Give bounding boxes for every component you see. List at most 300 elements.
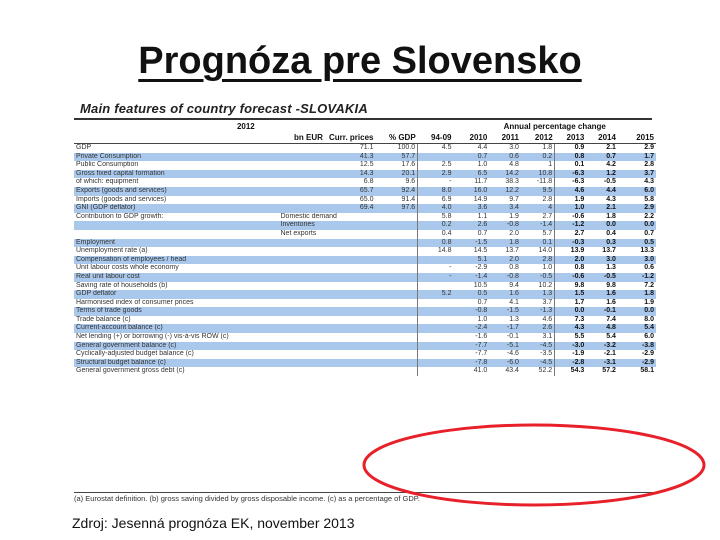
row-label: General government balance (c) [74,342,279,351]
cell-value: 0.0 [586,221,618,230]
header-row-years [74,121,656,132]
cell-value: 3.0 [489,144,521,153]
cell-value: -2.9 [618,359,656,368]
cell-value: 2.9 [418,170,454,179]
cell-value: 7.3 [555,316,587,325]
cell-value: -2.8 [555,359,587,368]
cell-value: 0.2 [418,221,454,230]
cell-value [279,316,325,325]
cell-value: -7.7 [454,350,490,359]
cell-value [418,299,454,308]
cell-value: 2.2 [618,213,656,222]
cell-value: 3.7 [618,170,656,179]
cell-value: 0.5 [618,239,656,248]
cell-value: 65.7 [325,187,376,196]
table-row [74,282,656,291]
cell-value: - [418,264,454,273]
forecast-table [74,121,656,376]
cell-value: -7.8 [454,359,490,368]
cell-value: 38.3 [489,178,521,187]
cell-value: 2.8 [618,161,656,170]
cell-value: 13.9 [555,247,587,256]
cell-value: 10.2 [521,282,555,291]
cell-value: -2.9 [454,264,490,273]
table-row [74,178,656,187]
cell-value: 52.2 [521,367,555,376]
table-row [74,144,656,153]
cell-value [279,178,325,187]
cell-value: 0.1 [521,239,555,248]
cell-value: 2.6 [454,221,490,230]
cell-value: 0.1 [555,161,587,170]
cell-value: 1.8 [586,213,618,222]
cell-value [279,161,325,170]
cell-value: -7.7 [454,342,490,351]
cell-value: 6.9 [418,196,454,205]
cell-value: 2.7 [555,230,587,239]
cell-value: 5.4 [586,333,618,342]
cell-value: 0.0 [618,221,656,230]
cell-value [325,324,376,333]
cell-value [325,247,376,256]
cell-value: 0.8 [418,239,454,248]
cell-value: 41.0 [454,367,490,376]
cell-value: 4.6 [521,316,555,325]
row-label: Real unit labour cost [74,273,279,282]
column-header: 94-09 [418,132,454,144]
cell-value [418,153,454,162]
cell-value: 12.5 [325,161,376,170]
cell-value: 4.0 [418,204,454,213]
header-year-2012: 2012 [236,122,255,131]
row-label: GNI (GDP deflator) [74,204,279,213]
cell-value [279,342,325,351]
row-label: Private Consumption [74,153,279,162]
cell-value: -0.5 [521,273,555,282]
cell-value [375,247,417,256]
cell-value: 2.7 [521,213,555,222]
row-label: General government gross debt (c) [74,367,279,376]
cell-value: 4.6 [555,187,587,196]
header-annual-change: Annual percentage change [503,122,606,131]
cell-value: 2.0 [489,256,521,265]
table-row [74,170,656,179]
column-header: 2013 [555,132,587,144]
row-label: Net lending (+) or borrowing (-) vis-à-vis ROW (c) [74,333,279,342]
cell-value: 13.3 [618,247,656,256]
row-label: Current-account balance (c) [74,324,279,333]
source-note: Zdroj: Jesenná prognóza EK, november 2013 [72,515,355,531]
table-row [74,367,656,376]
cell-value [375,342,417,351]
cell-value: 1.1 [454,213,490,222]
cell-value: 3.6 [454,204,490,213]
cell-value [418,316,454,325]
cell-value [279,282,325,291]
cell-value: 2.9 [618,204,656,213]
cell-value: 4.5 [418,144,454,153]
cell-value [375,367,417,376]
cell-value [325,350,376,359]
row-label: Terms of trade goods [74,307,279,316]
row-sublabel: Net exports [279,230,418,239]
cell-value: -0.5 [586,178,618,187]
table-row [74,359,656,368]
cell-value [279,144,325,153]
cell-value: 1.8 [521,144,555,153]
cell-value: 2.1 [586,144,618,153]
cell-value: 1.3 [586,264,618,273]
cell-value: 0.8 [555,264,587,273]
cell-value: -4.6 [489,350,521,359]
cell-value [375,359,417,368]
cell-value: 14.2 [489,170,521,179]
cell-value [279,307,325,316]
table-row [74,264,656,273]
cell-value: 9.4 [489,282,521,291]
cell-value: 5.1 [454,256,490,265]
cell-value: -0.8 [489,221,521,230]
cell-value: -2.1 [586,350,618,359]
cell-value [418,256,454,265]
cell-value: 16.0 [454,187,490,196]
table-row [74,204,656,213]
cell-value: 0.8 [489,264,521,273]
cell-value: 58.1 [618,367,656,376]
cell-value: 7.4 [586,316,618,325]
column-header: bn EUR [279,132,325,144]
cell-value [279,290,325,299]
slide-title: Prognóza pre Slovensko [138,40,582,82]
cell-value [279,256,325,265]
cell-value: 5.8 [418,213,454,222]
cell-value: -1.7 [489,324,521,333]
cell-value: 4.4 [586,187,618,196]
cell-value: 8.0 [418,187,454,196]
cell-value: 10.5 [454,282,490,291]
cell-value [375,299,417,308]
cell-value: 13.7 [586,247,618,256]
cell-value: 1.9 [489,213,521,222]
table-row [74,221,656,230]
cell-value [279,350,325,359]
cell-value [375,290,417,299]
cell-value: -1.9 [555,350,587,359]
cell-value [418,307,454,316]
cell-value: - [418,273,454,282]
table-row [74,247,656,256]
row-label: Public Consumption [74,161,279,170]
cell-value: 1.6 [586,299,618,308]
row-label: Trade balance (c) [74,316,279,325]
cell-value: 4.4 [454,144,490,153]
cell-value [418,282,454,291]
cell-value [279,359,325,368]
table-row [74,342,656,351]
cell-value: 0.6 [618,264,656,273]
cell-value: 1.0 [454,316,490,325]
table-row [74,299,656,308]
cell-value: 6.0 [618,333,656,342]
cell-value: 6.0 [618,187,656,196]
cell-value: -1.4 [454,273,490,282]
cell-value [279,196,325,205]
cell-value [325,342,376,351]
cell-value [375,316,417,325]
cell-value: 8.0 [618,316,656,325]
row-label: Employment [74,239,279,248]
cell-value: -0.6 [555,213,587,222]
cell-value: 91.4 [375,196,417,205]
cell-value: 2.0 [489,230,521,239]
cell-value: 3.4 [489,204,521,213]
cell-value [325,264,376,273]
table-row [74,307,656,316]
cell-value: 69.4 [325,204,376,213]
cell-value: 11.7 [454,178,490,187]
cell-value: 1.6 [586,290,618,299]
table-row [74,273,656,282]
cell-value: 4.1 [489,299,521,308]
cell-value: 1.0 [555,204,587,213]
cell-value [325,290,376,299]
cell-value: 2.8 [521,256,555,265]
cell-value [325,256,376,265]
cell-value [375,307,417,316]
cell-value: 1.2 [586,170,618,179]
row-label: Cyclically-adjusted budget balance (c) [74,350,279,359]
cell-value: 2.5 [418,161,454,170]
cell-value [375,239,417,248]
cell-value: -0.5 [586,273,618,282]
cell-value [418,367,454,376]
cell-value [325,282,376,291]
cell-value [279,187,325,196]
cell-value: 0.4 [586,230,618,239]
cell-value: 5.7 [521,230,555,239]
cell-value: 0.7 [454,299,490,308]
cell-value [279,333,325,342]
table-footnote: (a) Eurostat definition. (b) gross saving divided by gross disposable income. (c) as a percentage of GDP. [74,492,656,503]
cell-value: 0.5 [454,290,490,299]
cell-value: -2.9 [618,350,656,359]
cell-value [279,204,325,213]
row-sublabel: Inventories [279,221,418,230]
cell-value: -0.1 [586,307,618,316]
cell-value: 3.0 [586,256,618,265]
cell-value: 1.8 [489,239,521,248]
table-row [74,324,656,333]
cell-value [418,342,454,351]
cell-value: - [418,178,454,187]
cell-value: 1.6 [489,290,521,299]
cell-value: 2.8 [521,196,555,205]
cell-value: 43.4 [489,367,521,376]
cell-value: 100.0 [375,144,417,153]
cell-value [375,324,417,333]
cell-value: 10.8 [521,170,555,179]
cell-value: 0.7 [618,230,656,239]
row-label: Compensation of employees / head [74,256,279,265]
cell-value [279,367,325,376]
cell-value: 0.2 [521,153,555,162]
cell-value [375,256,417,265]
cell-value [325,367,376,376]
cell-value: 92.4 [375,187,417,196]
cell-value [375,333,417,342]
header-row-columns [74,132,656,144]
cell-value: 2.0 [555,256,587,265]
column-header: Curr. prices [325,132,376,144]
cell-value: -2.4 [454,324,490,333]
cell-value: -11.8 [521,178,555,187]
cell-value: -1.2 [618,273,656,282]
cell-value: -1.5 [454,239,490,248]
row-label: Unit labour costs whole economy [74,264,279,273]
cell-value: -6.0 [489,359,521,368]
table-row [74,196,656,205]
cell-value: 4.3 [618,178,656,187]
cell-value: -1.2 [555,221,587,230]
cell-value: 4.3 [555,324,587,333]
cell-value [325,299,376,308]
table-row [74,350,656,359]
table-row [74,153,656,162]
cell-value: -5.1 [489,342,521,351]
cell-value: 1.9 [618,299,656,308]
column-header [74,132,279,144]
cell-value [418,324,454,333]
cell-value: 1.3 [489,316,521,325]
cell-value: -3.8 [618,342,656,351]
cell-value: 3.7 [521,299,555,308]
cell-value: 14.8 [418,247,454,256]
cell-value: 0.8 [555,153,587,162]
cell-value: 0.3 [586,239,618,248]
table-body [74,144,656,377]
highlight-ellipse [360,422,708,508]
table-row [74,239,656,248]
cell-value: -0.8 [454,307,490,316]
cell-value [325,359,376,368]
cell-value: 9.8 [555,282,587,291]
cell-value: 57.7 [375,153,417,162]
cell-value: 5.4 [618,324,656,333]
cell-value: -1.5 [489,307,521,316]
row-label: Harmonised index of consumer prices [74,299,279,308]
cell-value: 0.4 [418,230,454,239]
row-label: GDP [74,144,279,153]
table-row [74,213,656,222]
heading-rule [74,118,652,120]
cell-value: 4.2 [586,161,618,170]
cell-value: 5.2 [418,290,454,299]
cell-value [325,239,376,248]
cell-value: -4.5 [521,359,555,368]
cell-value: 5.5 [555,333,587,342]
cell-value [375,264,417,273]
cell-value: 2.9 [618,144,656,153]
row-label [74,221,279,230]
cell-value: 65.0 [325,196,376,205]
row-sublabel: Domestic demand [279,213,418,222]
cell-value: 4.8 [489,161,521,170]
cell-value: -3.0 [555,342,587,351]
cell-value: 0.6 [489,153,521,162]
cell-value: -6.3 [555,170,587,179]
row-label: GDP deflator [74,290,279,299]
cell-value: 4.3 [586,196,618,205]
cell-value: 12.2 [489,187,521,196]
cell-value: 3.0 [618,256,656,265]
cell-value: -4.5 [521,342,555,351]
cell-value: 1.0 [521,264,555,273]
cell-value: 13.7 [489,247,521,256]
cell-value [418,350,454,359]
table-row [74,316,656,325]
column-header: 2010 [454,132,490,144]
row-label: Structural budget balance (c) [74,359,279,368]
cell-value: 41.3 [325,153,376,162]
cell-value: 97.6 [375,204,417,213]
table-row [74,290,656,299]
column-header: 2011 [489,132,521,144]
row-label: Saving rate of households (b) [74,282,279,291]
cell-value: 14.9 [454,196,490,205]
cell-value: 14.3 [325,170,376,179]
cell-value: 1.3 [521,290,555,299]
cell-value [279,264,325,273]
cell-value [279,273,325,282]
cell-value: 20.1 [375,170,417,179]
cell-value [325,316,376,325]
table-row [74,230,656,239]
column-header: 2014 [586,132,618,144]
cell-value: -1.4 [521,221,555,230]
table-row [74,161,656,170]
column-header: 2015 [618,132,656,144]
cell-value: 1 [521,161,555,170]
cell-value: 71.1 [325,144,376,153]
cell-value: 1.7 [555,299,587,308]
cell-value: -0.8 [489,273,521,282]
cell-value: -6.3 [555,178,587,187]
cell-value [375,282,417,291]
row-label [74,230,279,239]
cell-value: 4.8 [586,324,618,333]
cell-value: 1.7 [618,153,656,162]
cell-value: 9.7 [489,196,521,205]
cell-value [325,333,376,342]
row-label: Exports (goods and services) [74,187,279,196]
cell-value [279,247,325,256]
cell-value [279,239,325,248]
row-label: Gross fixed capital formation [74,170,279,179]
column-header: % GDP [375,132,417,144]
table-row [74,256,656,265]
row-label: Imports (goods and services) [74,196,279,205]
cell-value [325,273,376,282]
cell-value: -3.1 [586,359,618,368]
cell-value: 6.5 [454,170,490,179]
cell-value: 3.1 [521,333,555,342]
cell-value: 0.7 [454,230,490,239]
cell-value: 1.9 [555,196,587,205]
cell-value: 1.0 [454,161,490,170]
cell-value: -0.6 [555,273,587,282]
cell-value [279,170,325,179]
cell-value [279,299,325,308]
